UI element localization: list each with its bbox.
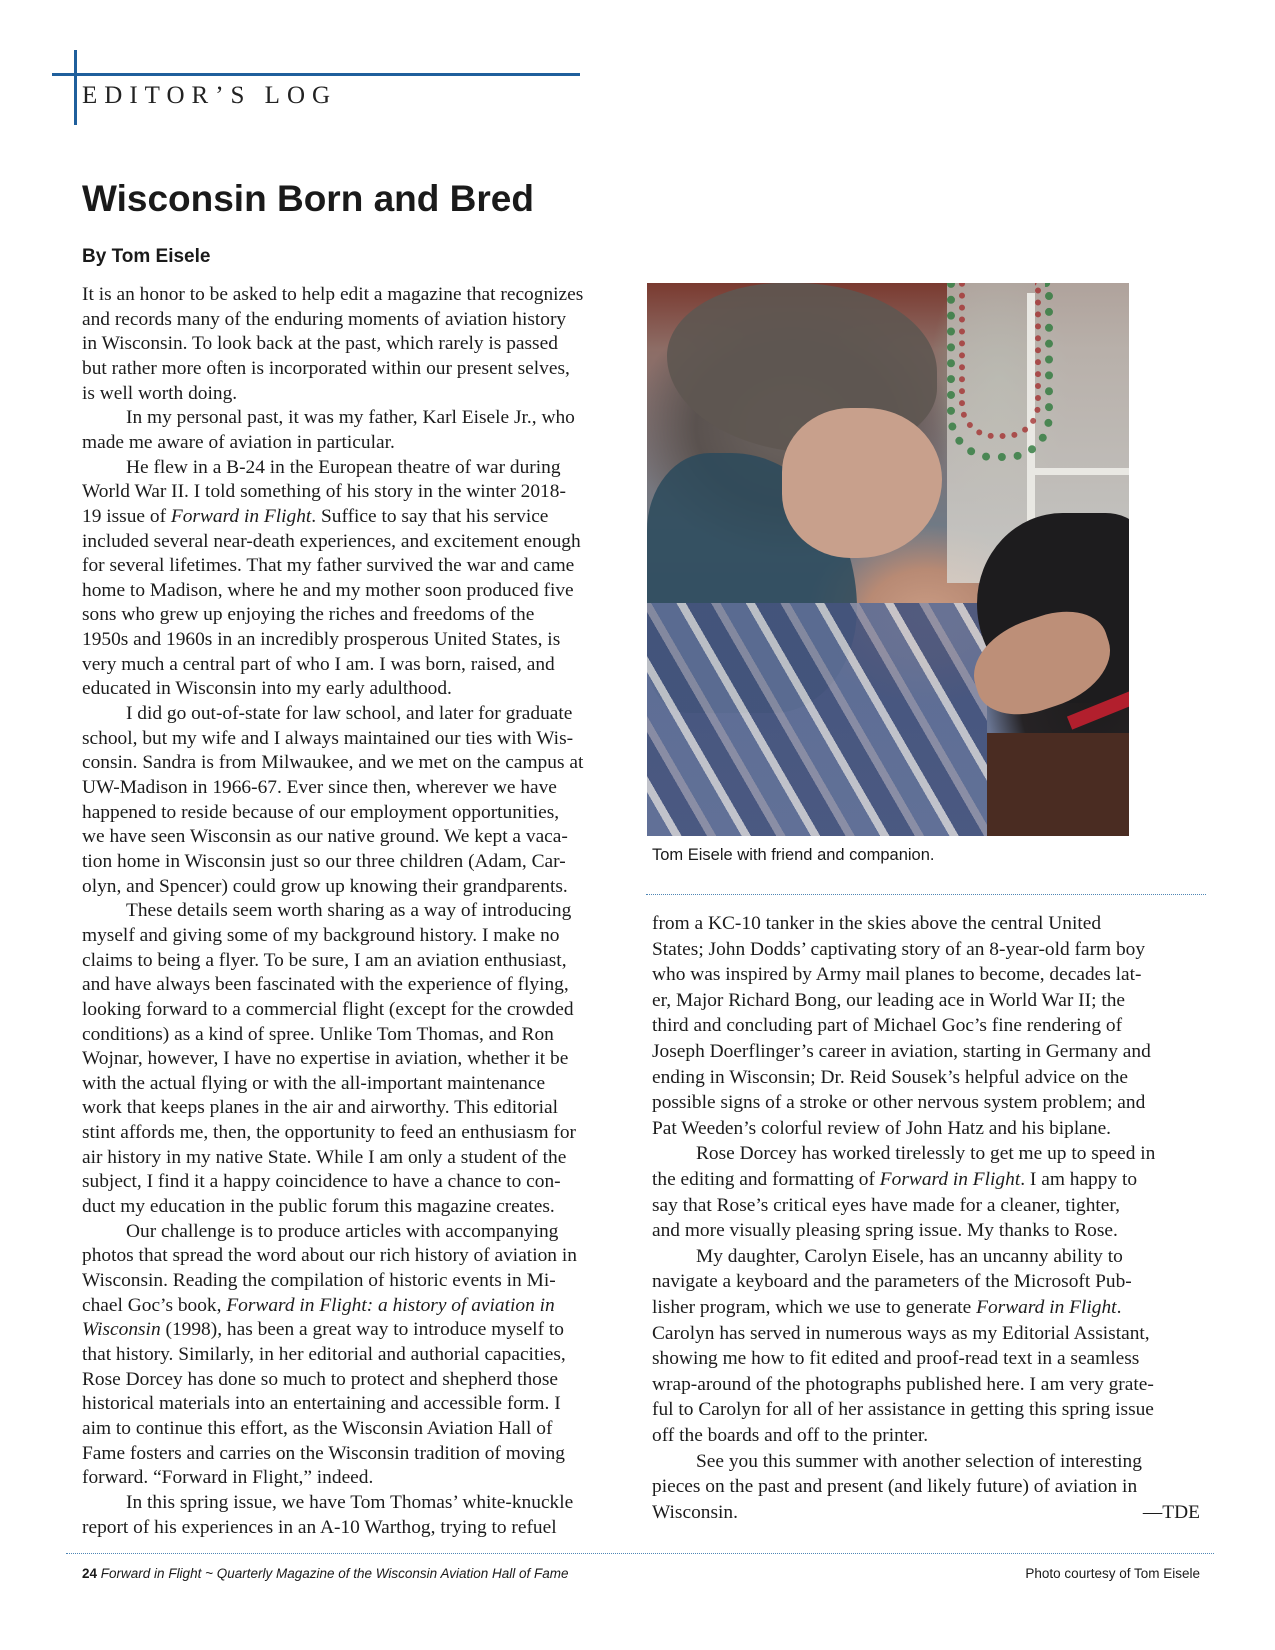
text-line: with the actual flying or with the all-important maintenance xyxy=(82,1072,546,1094)
text-line: Joseph Doerflinger’s career in aviation, starting in Germany and xyxy=(652,1041,1151,1062)
photo-garland-red xyxy=(959,283,1041,439)
text-line: 19 issue of Forward in Flight. Suffice to say that his service xyxy=(82,505,549,527)
text-line: 1950s and 1960s in an incredibly prosperous United States, is xyxy=(82,629,561,651)
text-line: er, Major Richard Bong, our leading ace in World War II; the xyxy=(652,989,1126,1011)
article-left-column xyxy=(82,283,622,1538)
text-line: school, but my wife and I always maintained our ties with Wis- xyxy=(82,727,574,749)
page-number: 24 xyxy=(82,1566,98,1581)
text-line: Rose Dorcey has worked tirelessly to get me up to speed in xyxy=(696,1143,1156,1165)
text-line: I did go out-of-state for law school, and later for graduate xyxy=(126,703,573,725)
text-line: Wojnar, however, I have no expertise in aviation, whether it be xyxy=(82,1048,569,1070)
text-line: World War II. I told something of his story in the winter 2018- xyxy=(82,481,566,503)
text-line: Our challenge is to produce articles with accompanying xyxy=(126,1220,559,1242)
header-rule-vertical xyxy=(74,50,77,125)
text-line: Fame fosters and carries on the Wisconsin tradition of moving xyxy=(82,1442,565,1464)
text-line: the editing and formatting of Forward in Flight. I am happy to xyxy=(652,1169,1138,1190)
text-line: say that Rose’s critical eyes have made for a cleaner, tighter, xyxy=(652,1194,1120,1216)
text-line: that history. Similarly, in her editorial and authorial capacities, xyxy=(82,1343,566,1365)
text-line: showing me how to fit edited and proof-read text in a seamless xyxy=(652,1348,1140,1370)
text-line: consin. Sandra is from Milwaukee, and we met on the campus at xyxy=(82,752,584,774)
photo-window-bar xyxy=(1027,468,1129,475)
footer-dotted-divider xyxy=(66,1553,1214,1554)
text-line: It is an honor to be asked to help edit a magazine that recognizes xyxy=(82,284,584,305)
text-line: See you this summer with another selection of interesting xyxy=(696,1450,1142,1472)
text-line: made me aware of aviation in particular. xyxy=(82,431,395,453)
header-rule-horizontal xyxy=(52,73,580,76)
text-line: stint affords me, then, the opportunity to feed an enthusiasm for xyxy=(82,1122,576,1144)
text-line: happened to reside because of our employment opportunities, xyxy=(82,801,560,823)
text-line: Wisconsin. xyxy=(652,1501,738,1523)
text-line: forward. “Forward in Flight,” indeed. xyxy=(82,1467,374,1489)
text-line: lisher program, which we use to generate Forward in Flight. xyxy=(652,1297,1122,1318)
text-line: for several lifetimes. That my father survived the war and came xyxy=(82,555,575,577)
text-line: chael Goc’s book, Forward in Flight: a history of aviation in xyxy=(82,1294,555,1316)
text-line: He flew in a B-24 in the European theatre of war during xyxy=(126,456,561,478)
text-line: included several near-death experiences, and excitement enough xyxy=(82,530,581,552)
text-line: educated in Wisconsin into my early adulthood. xyxy=(82,678,452,700)
photo-table xyxy=(987,733,1129,836)
article-title: Wisconsin Born and Bred xyxy=(82,178,534,219)
text-line: myself and giving some of my background history. I make no xyxy=(82,924,560,946)
text-line: but rather more often is incorporated within our present selves, xyxy=(82,357,570,379)
text-line: and more visually pleasing spring issue. My thanks to Rose. xyxy=(652,1220,1118,1242)
photo-face xyxy=(782,408,942,558)
text-line: historical materials into an entertaining and accessible form. I xyxy=(82,1393,561,1415)
text-line: duct my education in the public forum this magazine creates. xyxy=(82,1196,555,1218)
text-line: pieces on the past and present (and likely future) of aviation in xyxy=(652,1476,1138,1498)
text-line: Wisconsin. Reading the compilation of historic events in Mi- xyxy=(82,1270,556,1291)
text-line: home to Madison, where he and my mother soon produced five xyxy=(82,579,574,601)
text-line: ending in Wisconsin; Dr. Reid Sousek’s helpful advice on the xyxy=(652,1066,1129,1088)
text-line: very much a central part of who I am. I was born, raised, and xyxy=(82,653,555,675)
text-line: looking forward to a commercial flight (except for the crowded xyxy=(82,998,574,1020)
section-label: EDITOR’S LOG xyxy=(82,82,338,109)
text-line: photos that spread the word about our rich history of aviation in xyxy=(82,1245,577,1267)
text-line: claims to being a flyer. To be sure, I am an aviation enthusiast, xyxy=(82,949,567,971)
text-line: who was inspired by Army mail planes to become, decades lat- xyxy=(652,964,1142,986)
dotted-divider xyxy=(646,894,1206,895)
text-line: Rose Dorcey has done so much to protect and shepherd those xyxy=(82,1368,559,1390)
text-line: My daughter, Carolyn Eisele, has an uncanny ability to xyxy=(696,1245,1123,1267)
text-line: air history in my native State. While I am only a student of the xyxy=(82,1146,567,1168)
photo-plaid-shirt xyxy=(647,603,987,836)
text-line: In my personal past, it was my father, Karl Eisele Jr., who xyxy=(126,407,575,429)
text-line: ful to Carolyn for all of her assistance in getting this spring issue xyxy=(652,1399,1154,1421)
publication-name: Forward in Flight ~ Quarterly Magazine of the Wisconsin Aviation Hall of Fame xyxy=(100,1566,569,1581)
text-line: work that keeps planes in the air and airworthy. This editorial xyxy=(82,1097,559,1119)
article-right-column xyxy=(652,912,1200,1532)
signoff: —TDE xyxy=(1142,1501,1200,1523)
text-line: conditions) as a kind of spree. Unlike Tom Thomas, and Ron xyxy=(82,1023,554,1045)
photo-caption: Tom Eisele with friend and companion. xyxy=(652,846,935,864)
text-line: off the boards and off to the printer. xyxy=(652,1425,929,1446)
text-line: wrap-around of the photographs published here. I am very grate- xyxy=(652,1373,1154,1395)
text-line: In this spring issue, we have Tom Thomas’ white-knuckle xyxy=(126,1491,574,1513)
text-line: report of his experiences in an A-10 Warthog, trying to refuel xyxy=(82,1516,557,1538)
text-line: and records many of the enduring moments of aviation history xyxy=(82,308,567,330)
text-line: we have seen Wisconsin as our native ground. We kept a vaca- xyxy=(82,826,568,848)
text-line: olyn, and Spencer) could grow up knowing their grandparents. xyxy=(82,875,568,897)
text-line: UW-Madison in 1966-67. Ever since then, wherever we have xyxy=(82,777,557,798)
text-line: sons who grew up enjoying the riches and freedoms of the xyxy=(82,604,535,626)
text-line: possible signs of a stroke or other nervous system problem; and xyxy=(652,1092,1146,1114)
text-line: and have always been fascinated with the experience of flying, xyxy=(82,974,569,996)
text-line: States; John Dodds’ captivating story of an 8-year-old farm boy xyxy=(652,938,1146,960)
text-line: tion home in Wisconsin just so our three children (Adam, Car- xyxy=(82,850,566,872)
footer-publication xyxy=(82,1566,569,1581)
text-line: third and concluding part of Michael Goc’s fine rendering of xyxy=(652,1015,1123,1037)
text-line: aim to continue this effort, as the Wisconsin Aviation Hall of xyxy=(82,1417,553,1439)
article-photo xyxy=(647,283,1129,836)
text-line: in Wisconsin. To look back at the past, which rarely is passed xyxy=(82,333,558,355)
article-byline: By Tom Eisele xyxy=(82,246,211,267)
text-line: is well worth doing. xyxy=(82,382,238,404)
text-line: Wisconsin (1998), has been a great way to introduce myself to xyxy=(82,1319,564,1341)
photo-credit: Photo courtesy of Tom Eisele xyxy=(1025,1566,1200,1581)
text-line: Carolyn has served in numerous ways as my Editorial Assistant, xyxy=(652,1322,1150,1344)
text-line: Pat Weeden’s colorful review of John Hatz and his biplane. xyxy=(652,1117,1112,1139)
text-line: subject, I find it a happy coincidence to have a chance to con- xyxy=(82,1171,561,1193)
text-line: These details seem worth sharing as a way of introducing xyxy=(126,900,572,922)
text-line: from a KC-10 tanker in the skies above the central United xyxy=(652,913,1102,934)
text-line: navigate a keyboard and the parameters of the Microsoft Pub- xyxy=(652,1271,1132,1293)
